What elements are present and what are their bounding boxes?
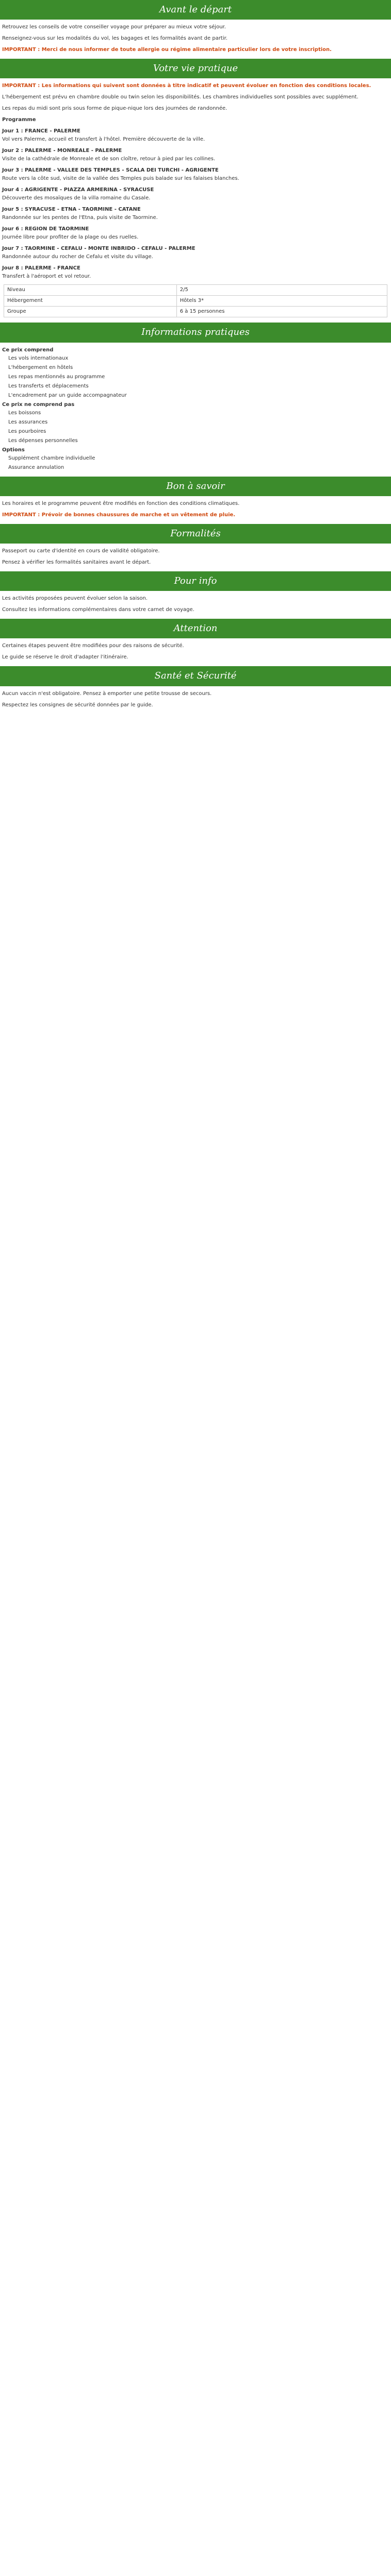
bon-para: Les horaires et le programme peuvent être modifiés en fonction des conditions climatiques.: [2, 500, 240, 506]
table-row: [4, 296, 387, 307]
section-avant-depart: Avant le départ: [0, 0, 391, 20]
day-desc: Visite de la cathédrale de Monreale et de son cloître, retour à pied par les collines.: [2, 156, 216, 162]
section-pour-info: Pour info: [0, 571, 391, 591]
options-title: Options: [2, 447, 25, 453]
noninclus-title: Ce prix ne comprend pas: [2, 401, 75, 408]
bon-content: [0, 500, 391, 519]
table-label: Hébergement: [4, 296, 177, 307]
section-informations-pratiques: Informations pratiques: [0, 323, 391, 342]
table-value: Hôtels 3*: [176, 296, 387, 307]
day-title: Jour 1 : FRANCE - PALERME: [2, 128, 80, 134]
day-desc: Randonnée sur les pentes de l'Etna, puis visite de Taormine.: [2, 215, 158, 221]
sante-content: [0, 690, 391, 709]
table-label: Groupe: [4, 307, 177, 317]
sante-para: Aucun vaccin n'est obligatoire. Pensez à emporter une petite trousse de secours.: [2, 690, 212, 697]
day-desc: Route vers la côte sud, visite de la vallée des Temples puis balade sur les falaises blanches.: [2, 176, 239, 182]
day-title: Jour 3 : PALERME - VALLEE DES TEMPLES - SCALA DEI TURCHI - AGRIGENTE: [2, 167, 219, 174]
day-title: Jour 7 : TAORMINE - CEFALU - MONTE INBRIDO - CEFALU - PALERME: [2, 246, 196, 252]
inclus-list: [0, 355, 391, 399]
section-formalites: Formalités: [0, 524, 391, 544]
day-desc: Randonnée autour du rocher de Cefalu et visite du village.: [2, 254, 153, 260]
formalites-para: Passeport ou carte d'identité en cours de validité obligatoire.: [2, 548, 160, 554]
day-desc: Découverte des mosaïques de la villa romaine du Casale.: [2, 195, 151, 201]
section-sante-securite: Santé et Sécurité: [0, 666, 391, 686]
list-item: Les pourboires: [8, 428, 46, 434]
formalites-content: [0, 548, 391, 566]
page: [0, 0, 391, 709]
day-title: Jour 6 : REGION DE TAORMINE: [2, 226, 89, 232]
info-table: [4, 284, 387, 317]
vie-content: [0, 82, 391, 112]
list-item: Les boissons: [8, 410, 41, 416]
table-row: [4, 307, 387, 317]
noninclus-list: [0, 410, 391, 445]
list-item: Assurance annulation: [8, 464, 64, 470]
list-item: Les assurances: [8, 419, 48, 425]
plus-content: [0, 595, 391, 614]
table-value: 6 à 15 personnes: [176, 307, 387, 317]
list-item: Les transferts et déplacements: [8, 383, 89, 389]
programme-title: Programme: [2, 117, 36, 123]
avant-para: Renseignez-vous sur les modalités du vol, les bagages et les formalités avant de partir.: [2, 36, 228, 42]
list-item: Supplément chambre individuelle: [8, 455, 95, 461]
table-label: Niveau: [4, 285, 177, 296]
list-item: L'encadrement par un guide accompagnateur: [8, 392, 127, 398]
vie-para: Les repas du midi sont pris sous forme de pique-nique lors des journées de randonnée.: [2, 106, 227, 112]
day-desc: Transfert à l'aéroport et vol retour.: [2, 274, 91, 280]
plus-para: Consultez les informations complémentaires dans votre carnet de voyage.: [2, 607, 194, 613]
day-desc: Vol vers Palerme, accueil et transfert à l'hôtel. Première découverte de la ville.: [2, 137, 205, 143]
list-item: Les vols internationaux: [8, 355, 69, 361]
list-item: Les dépenses personnelles: [8, 437, 78, 444]
table-value: 2/5: [176, 285, 387, 296]
programme-days: [0, 128, 391, 280]
avant-para: IMPORTANT : Merci de nous informer de toute allergie ou régime alimentaire particulier lors de votre inscription.: [2, 47, 332, 53]
attention-para: Certaines étapes peuvent être modifiées pour des raisons de sécurité.: [2, 643, 184, 649]
day-desc: Journée libre pour profiter de la plage ou des ruelles.: [2, 234, 139, 241]
list-item: L'hébergement en hôtels: [8, 364, 73, 370]
section-bon-a-savoir: Bon à savoir: [0, 477, 391, 496]
avant-para: Retrouvez les conseils de votre conseiller voyage pour préparer au mieux votre séjour.: [2, 24, 226, 30]
day-title: Jour 5 : SYRACUSE - ETNA - TAORMINE - CATANE: [2, 207, 141, 213]
table-row: [4, 285, 387, 296]
vie-para: IMPORTANT : Les informations qui suivent sont données à titre indicatif et peuvent évoluer en fonction des conditions locales.: [2, 83, 371, 89]
options-list: [0, 455, 391, 471]
day-title: Jour 4 : AGRIGENTE - PIAZZA ARMERINA - SYRACUSE: [2, 187, 154, 193]
vie-para: L'hébergement est prévu en chambre double ou twin selon les disponibilités. Les chambres individuelles sont possibles avec supplément.: [2, 94, 359, 100]
day-title: Jour 2 : PALERME - MONREALE - PALERME: [2, 148, 122, 154]
plus-para: Les activités proposées peuvent évoluer selon la saison.: [2, 596, 148, 602]
day-title: Jour 8 : PALERME - FRANCE: [2, 265, 80, 272]
bon-para: IMPORTANT : Prévoir de bonnes chaussures de marche et un vêtement de pluie.: [2, 512, 236, 518]
attention-para: Le guide se réserve le droit d'adapter l'itinéraire.: [2, 654, 128, 660]
sante-para: Respectez les consignes de sécurité données par le guide.: [2, 702, 153, 708]
inclus-title: Ce prix comprend: [2, 347, 54, 353]
list-item: Les repas mentionnés au programme: [8, 374, 105, 380]
attention-content: [0, 642, 391, 661]
section-vie-pratique: Votre vie pratique: [0, 59, 391, 78]
avant-depart-content: [0, 24, 391, 54]
formalites-para: Pensez à vérifier les formalités sanitaires avant le départ.: [2, 559, 151, 565]
section-attention: Attention: [0, 619, 391, 638]
